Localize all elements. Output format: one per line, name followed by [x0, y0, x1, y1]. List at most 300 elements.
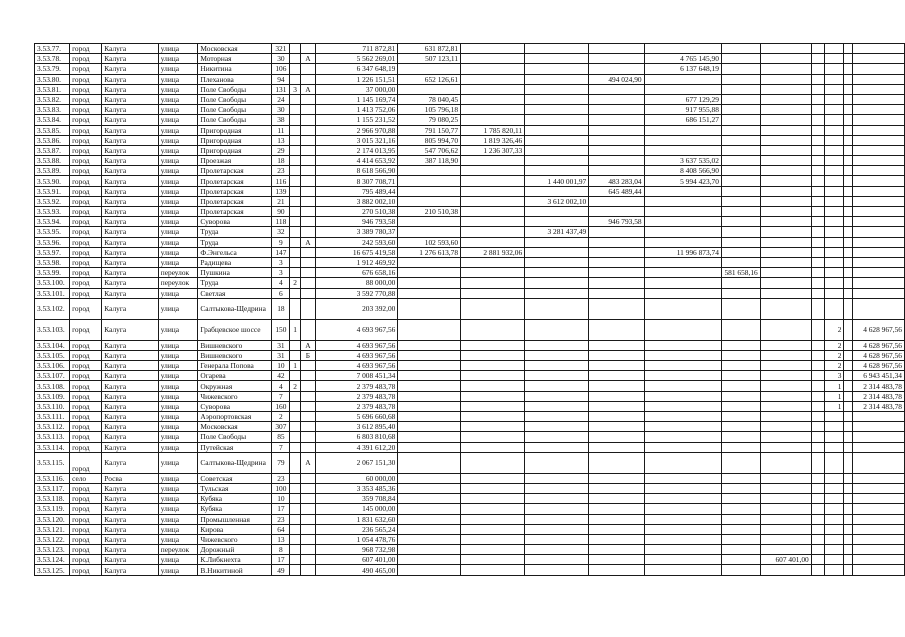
- cost-cell: [589, 84, 644, 94]
- cost-cell: [461, 44, 525, 54]
- cost-cell: [644, 545, 721, 555]
- elevator-count-cell: 1: [825, 391, 844, 401]
- cost-cell: [525, 524, 589, 534]
- empty-cell: [844, 44, 853, 54]
- cost-cell: [760, 156, 811, 166]
- settlement-type-cell: село: [70, 473, 102, 483]
- cost-cell: [721, 555, 760, 565]
- table-row: [35, 44, 905, 54]
- cost-cell: [461, 115, 525, 125]
- elevator-count-cell: [825, 288, 844, 298]
- cost-cell: [398, 412, 461, 422]
- settlement-type-cell: город: [70, 237, 102, 247]
- building-number-cell: [290, 156, 300, 166]
- row-number-cell: 3.53.116.: [35, 473, 70, 483]
- street-name-cell: Грабцевское шоссе: [198, 319, 272, 340]
- settlement-type-cell: город: [70, 288, 102, 298]
- street-type-cell: улица: [158, 371, 198, 381]
- house-number-cell: 32: [272, 227, 290, 237]
- building-number-cell: [290, 196, 300, 206]
- street-type-cell: переулок: [158, 545, 198, 555]
- letter-cell: [300, 555, 315, 565]
- total-cost-cell: 946 793,58: [315, 217, 397, 227]
- settlement-type-cell: город: [70, 145, 102, 155]
- settlement-type-cell: город: [70, 227, 102, 237]
- letter-cell: А: [300, 452, 315, 473]
- empty-cell: [844, 483, 853, 493]
- row-number-cell: 3.53.94.: [35, 217, 70, 227]
- table-row: [35, 166, 905, 176]
- cost-cell: 547 706,62: [398, 145, 461, 155]
- table-row: [35, 115, 905, 125]
- cost-cell: [760, 432, 811, 442]
- elevator-cost-cell: [852, 257, 904, 267]
- street-name-cell: Радищева: [198, 257, 272, 267]
- empty-cell: [844, 565, 853, 575]
- letter-cell: [300, 361, 315, 371]
- cost-cell: [525, 84, 589, 94]
- elevator-cost-cell: [852, 473, 904, 483]
- table-row: [35, 237, 905, 247]
- cost-cell: [589, 412, 644, 422]
- elevator-count-cell: [825, 534, 844, 544]
- empty-cell: [844, 268, 853, 278]
- settlement-name-cell: Калуга: [102, 422, 158, 432]
- cost-cell: [644, 442, 721, 452]
- elevator-cost-cell: [852, 217, 904, 227]
- table-row: [35, 401, 905, 411]
- house-number-cell: 17: [272, 555, 290, 565]
- cost-cell: [398, 473, 461, 483]
- cost-cell: [461, 371, 525, 381]
- cost-cell: [721, 64, 760, 74]
- cost-cell: 102 593,60: [398, 237, 461, 247]
- settlement-type-cell: город: [70, 44, 102, 54]
- settlement-type-cell: город: [70, 278, 102, 288]
- building-number-cell: 2: [290, 278, 300, 288]
- cost-cell: [811, 504, 825, 514]
- row-number-cell: 3.53.110.: [35, 401, 70, 411]
- settlement-name-cell: Калуга: [102, 432, 158, 442]
- settlement-name-cell: Калуга: [102, 135, 158, 145]
- building-number-cell: [290, 94, 300, 104]
- cost-cell: [461, 268, 525, 278]
- building-number-cell: [290, 115, 300, 125]
- table-row: [35, 473, 905, 483]
- cost-cell: [760, 125, 811, 135]
- building-number-cell: [290, 514, 300, 524]
- street-type-cell: улица: [158, 247, 198, 257]
- letter-cell: [300, 115, 315, 125]
- cost-cell: [721, 442, 760, 452]
- empty-cell: [844, 381, 853, 391]
- cost-cell: [589, 64, 644, 74]
- cost-cell: [721, 340, 760, 350]
- cost-cell: [398, 361, 461, 371]
- cost-cell: [461, 207, 525, 217]
- cost-cell: [398, 452, 461, 473]
- street-name-cell: Кирова: [198, 524, 272, 534]
- total-cost-cell: 1 145 169,74: [315, 94, 397, 104]
- settlement-type-cell: город: [70, 432, 102, 442]
- elevator-cost-cell: 4 628 967,56: [852, 340, 904, 350]
- cost-cell: [644, 196, 721, 206]
- cost-cell: [760, 442, 811, 452]
- cost-cell: 3 637 535,02: [644, 156, 721, 166]
- cost-cell: 1 236 307,33: [461, 145, 525, 155]
- empty-cell: [844, 494, 853, 504]
- building-number-cell: [290, 565, 300, 575]
- building-number-cell: [290, 217, 300, 227]
- street-type-cell: улица: [158, 473, 198, 483]
- cost-cell: [398, 217, 461, 227]
- cost-cell: [644, 412, 721, 422]
- house-number-cell: 4: [272, 278, 290, 288]
- cost-cell: [644, 319, 721, 340]
- settlement-name-cell: Калуга: [102, 186, 158, 196]
- empty-cell: [844, 247, 853, 257]
- cost-cell: [461, 565, 525, 575]
- street-name-cell: Советская: [198, 473, 272, 483]
- cost-cell: [811, 64, 825, 74]
- cost-cell: 5 994 423,70: [644, 176, 721, 186]
- elevator-cost-cell: [852, 514, 904, 524]
- elevator-cost-cell: [852, 494, 904, 504]
- elevator-cost-cell: [852, 247, 904, 257]
- cost-cell: [760, 483, 811, 493]
- cost-cell: [760, 504, 811, 514]
- cost-cell: [398, 257, 461, 267]
- house-number-cell: 13: [272, 534, 290, 544]
- cost-cell: [461, 340, 525, 350]
- cost-cell: [589, 135, 644, 145]
- elevator-cost-cell: [852, 84, 904, 94]
- table-row: [35, 84, 905, 94]
- empty-cell: [844, 350, 853, 360]
- street-name-cell: Салтыкова-Щедрина: [198, 452, 272, 473]
- cost-cell: [525, 401, 589, 411]
- empty-cell: [844, 432, 853, 442]
- cost-cell: [398, 565, 461, 575]
- house-number-cell: 307: [272, 422, 290, 432]
- letter-cell: [300, 125, 315, 135]
- street-type-cell: переулок: [158, 268, 198, 278]
- row-number-cell: 3.53.85.: [35, 125, 70, 135]
- building-number-cell: 3: [290, 84, 300, 94]
- cost-cell: 79 080,25: [398, 115, 461, 125]
- cost-cell: [721, 483, 760, 493]
- street-name-cell: Пролетарская: [198, 196, 272, 206]
- total-cost-cell: 242 593,60: [315, 237, 397, 247]
- cost-cell: [721, 94, 760, 104]
- cost-cell: [811, 176, 825, 186]
- house-number-cell: 94: [272, 74, 290, 84]
- total-cost-cell: 711 872,81: [315, 44, 397, 54]
- cost-cell: [525, 473, 589, 483]
- settlement-type-cell: город: [70, 340, 102, 350]
- cost-cell: 483 283,04: [589, 176, 644, 186]
- cost-cell: 607 401,00: [760, 555, 811, 565]
- cost-cell: [525, 54, 589, 64]
- elevator-count-cell: [825, 298, 844, 319]
- elevator-count-cell: [825, 473, 844, 483]
- street-type-cell: улица: [158, 483, 198, 493]
- cost-cell: [721, 207, 760, 217]
- row-number-cell: 3.53.95.: [35, 227, 70, 237]
- cost-cell: [760, 44, 811, 54]
- total-cost-cell: 607 401,00: [315, 555, 397, 565]
- row-number-cell: 3.53.100.: [35, 278, 70, 288]
- settlement-name-cell: Калуга: [102, 514, 158, 524]
- elevator-count-cell: [825, 524, 844, 534]
- elevator-count-cell: [825, 514, 844, 524]
- cost-cell: [644, 494, 721, 504]
- row-number-cell: 3.53.82.: [35, 94, 70, 104]
- cost-cell: [721, 545, 760, 555]
- cost-cell: [589, 350, 644, 360]
- elevator-count-cell: [825, 156, 844, 166]
- street-name-cell: Тульская: [198, 483, 272, 493]
- cost-cell: [461, 473, 525, 483]
- settlement-name-cell: Калуга: [102, 565, 158, 575]
- table-row: [35, 227, 905, 237]
- house-number-cell: 7: [272, 442, 290, 452]
- cost-cell: [811, 432, 825, 442]
- settlement-name-cell: Калуга: [102, 350, 158, 360]
- street-type-cell: переулок: [158, 278, 198, 288]
- house-number-cell: 13: [272, 135, 290, 145]
- settlement-name-cell: Калуга: [102, 227, 158, 237]
- house-number-cell: 131: [272, 84, 290, 94]
- cost-cell: [760, 217, 811, 227]
- elevator-count-cell: [825, 227, 844, 237]
- row-number-cell: 3.53.103.: [35, 319, 70, 340]
- street-name-cell: Московская: [198, 422, 272, 432]
- cost-cell: [760, 54, 811, 64]
- settlement-type-cell: город: [70, 74, 102, 84]
- cost-cell: [644, 186, 721, 196]
- cost-cell: [398, 442, 461, 452]
- house-number-cell: 118: [272, 217, 290, 227]
- street-type-cell: улица: [158, 74, 198, 84]
- letter-cell: Б: [300, 350, 315, 360]
- street-name-cell: Пролетарская: [198, 176, 272, 186]
- building-number-cell: 1: [290, 319, 300, 340]
- house-number-cell: 23: [272, 473, 290, 483]
- cost-cell: [811, 54, 825, 64]
- cost-cell: [760, 257, 811, 267]
- table-row: [35, 288, 905, 298]
- settlement-name-cell: Калуга: [102, 156, 158, 166]
- letter-cell: [300, 257, 315, 267]
- letter-cell: [300, 278, 315, 288]
- street-type-cell: улица: [158, 381, 198, 391]
- letter-cell: А: [300, 340, 315, 350]
- row-number-cell: 3.53.117.: [35, 483, 70, 493]
- cost-cell: [589, 207, 644, 217]
- cost-cell: [644, 524, 721, 534]
- elevator-cost-cell: [852, 227, 904, 237]
- row-number-cell: 3.53.79.: [35, 64, 70, 74]
- letter-cell: [300, 371, 315, 381]
- cost-cell: [811, 545, 825, 555]
- empty-cell: [844, 125, 853, 135]
- cost-cell: [721, 534, 760, 544]
- cost-cell: [589, 237, 644, 247]
- cost-cell: [525, 278, 589, 288]
- street-name-cell: К.Либкнехта: [198, 555, 272, 565]
- settlement-type-cell: город: [70, 54, 102, 64]
- cost-cell: [811, 156, 825, 166]
- cost-cell: [461, 534, 525, 544]
- settlement-type-cell: город: [70, 247, 102, 257]
- street-type-cell: улица: [158, 196, 198, 206]
- total-cost-cell: 1 226 151,51: [315, 74, 397, 84]
- settlement-type-cell: город: [70, 196, 102, 206]
- total-cost-cell: 968 732,98: [315, 545, 397, 555]
- house-number-cell: 11: [272, 125, 290, 135]
- elevator-count-cell: [825, 412, 844, 422]
- house-number-cell: 116: [272, 176, 290, 186]
- cost-cell: [811, 350, 825, 360]
- cost-cell: [461, 166, 525, 176]
- cost-cell: [589, 473, 644, 483]
- settlement-name-cell: Калуга: [102, 534, 158, 544]
- street-type-cell: улица: [158, 494, 198, 504]
- row-number-cell: 3.53.89.: [35, 166, 70, 176]
- cost-cell: [461, 74, 525, 84]
- street-type-cell: улица: [158, 504, 198, 514]
- table-row: [35, 186, 905, 196]
- cost-cell: [461, 422, 525, 432]
- cost-cell: [721, 237, 760, 247]
- cost-cell: [398, 298, 461, 319]
- cost-cell: [760, 227, 811, 237]
- letter-cell: [300, 442, 315, 452]
- row-number-cell: 3.53.118.: [35, 494, 70, 504]
- elevator-cost-cell: [852, 156, 904, 166]
- building-number-cell: [290, 473, 300, 483]
- cost-cell: 3 612 002,10: [525, 196, 589, 206]
- house-number-cell: 24: [272, 94, 290, 104]
- cost-cell: [589, 432, 644, 442]
- settlement-type-cell: город: [70, 381, 102, 391]
- cost-cell: [644, 565, 721, 575]
- total-cost-cell: 2 174 013,95: [315, 145, 397, 155]
- cost-cell: [589, 494, 644, 504]
- cost-cell: [589, 452, 644, 473]
- cost-cell: [760, 74, 811, 84]
- street-name-cell: Поле Свободы: [198, 105, 272, 115]
- cost-cell: [644, 257, 721, 267]
- empty-cell: [844, 196, 853, 206]
- street-type-cell: улица: [158, 125, 198, 135]
- table-row: [35, 54, 905, 64]
- letter-cell: [300, 432, 315, 442]
- cost-cell: [811, 452, 825, 473]
- empty-cell: [844, 135, 853, 145]
- cost-cell: [721, 227, 760, 237]
- cost-cell: [398, 555, 461, 565]
- house-number-cell: 147: [272, 247, 290, 257]
- cost-cell: [525, 504, 589, 514]
- settlement-name-cell: Калуга: [102, 452, 158, 473]
- row-number-cell: 3.53.86.: [35, 135, 70, 145]
- cost-cell: [811, 44, 825, 54]
- elevator-cost-cell: [852, 432, 904, 442]
- cost-cell: [721, 401, 760, 411]
- cost-cell: [589, 196, 644, 206]
- letter-cell: [300, 145, 315, 155]
- street-type-cell: улица: [158, 442, 198, 452]
- cost-cell: [461, 361, 525, 371]
- letter-cell: [300, 504, 315, 514]
- settlement-name-cell: Калуга: [102, 555, 158, 565]
- street-type-cell: улица: [158, 524, 198, 534]
- cost-cell: [644, 217, 721, 227]
- cost-cell: [461, 494, 525, 504]
- letter-cell: [300, 247, 315, 257]
- cost-cell: [461, 64, 525, 74]
- cost-cell: [589, 545, 644, 555]
- elevator-count-cell: [825, 442, 844, 452]
- elevator-count-cell: [825, 196, 844, 206]
- settlement-type-cell: город: [70, 298, 102, 319]
- total-cost-cell: 2 067 151,30: [315, 452, 397, 473]
- cost-cell: [525, 350, 589, 360]
- cost-cell: [644, 227, 721, 237]
- elevator-count-cell: [825, 54, 844, 64]
- house-number-cell: 64: [272, 524, 290, 534]
- total-cost-cell: 1 155 231,52: [315, 115, 397, 125]
- settlement-type-cell: город: [70, 514, 102, 524]
- cost-cell: [760, 145, 811, 155]
- row-number-cell: 3.53.113.: [35, 432, 70, 442]
- empty-cell: [844, 105, 853, 115]
- table-row: [35, 514, 905, 524]
- street-type-cell: улица: [158, 145, 198, 155]
- building-number-cell: [290, 391, 300, 401]
- cost-cell: 387 118,90: [398, 156, 461, 166]
- cost-cell: [721, 156, 760, 166]
- cost-cell: [589, 278, 644, 288]
- cost-cell: [525, 298, 589, 319]
- street-type-cell: улица: [158, 391, 198, 401]
- letter-cell: [300, 319, 315, 340]
- cost-cell: [461, 227, 525, 237]
- cost-cell: [721, 125, 760, 135]
- cost-cell: [644, 237, 721, 247]
- street-name-cell: Поле Свободы: [198, 94, 272, 104]
- elevator-cost-cell: [852, 94, 904, 104]
- cost-cell: 1 440 001,97: [525, 176, 589, 186]
- cost-cell: [721, 196, 760, 206]
- cost-cell: [644, 504, 721, 514]
- cost-cell: 917 955,88: [644, 105, 721, 115]
- table-row: [35, 105, 905, 115]
- house-number-cell: 21: [272, 196, 290, 206]
- settlement-name-cell: Калуга: [102, 391, 158, 401]
- cost-cell: [398, 483, 461, 493]
- empty-cell: [844, 545, 853, 555]
- row-number-cell: 3.53.109.: [35, 391, 70, 401]
- elevator-count-cell: [825, 432, 844, 442]
- cost-cell: [760, 278, 811, 288]
- cost-cell: [398, 524, 461, 534]
- cost-cell: [721, 452, 760, 473]
- cost-cell: [721, 145, 760, 155]
- cost-cell: [760, 391, 811, 401]
